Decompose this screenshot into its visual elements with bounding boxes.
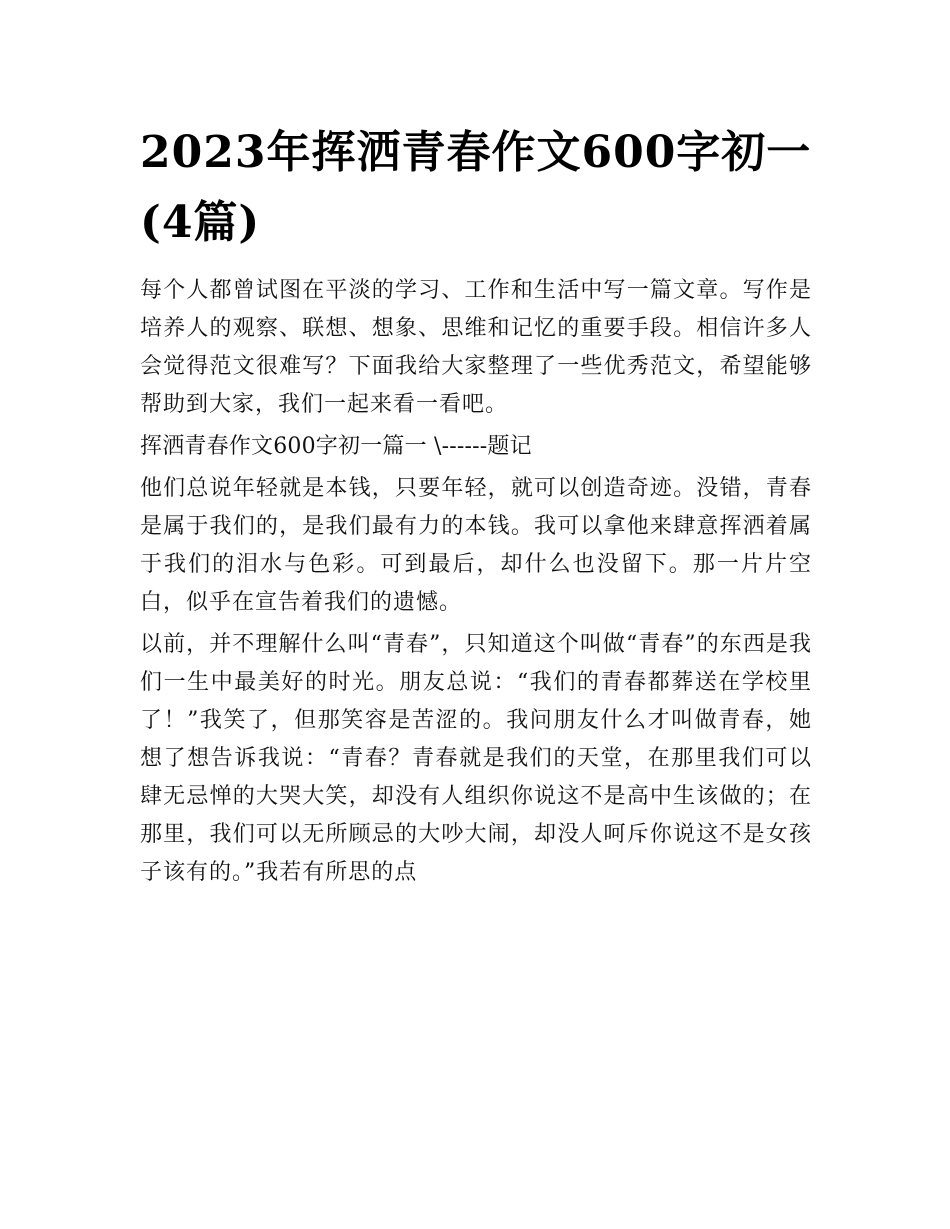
body-paragraph-2: 以前，并不理解什么叫“青春”，只知道这个叫做“青春”的东西是我们一生中最美好的时光。朋友总说：“我们的青春都葬送在学校里了！”我笑了，但那笑容是苦涩的。我问朋友什么才叫做青春，她想了想告诉我说：“青春？青春就是我们的天堂，在那里我们可以肆无忌惮的大哭大笑，却没有人组织你说这不是高中生该做的；在那里，我们可以无所顾忌的大吵大闹，却没人呵斥你说这不是女孩子该有的。”我若有所思的点	[140, 632, 812, 885]
intro-paragraph: 每个人都曾试图在平淡的学习、工作和生活中写一篇文章。写作是培养人的观察、联想、想象、思维和记忆的重要手段。相信许多人会觉得范文很难写？下面我给大家整理了一些优秀范文，希望能够帮助到大家，我们一起来看一看吧。	[140, 278, 812, 417]
document-page	[140, 118, 812, 892]
document-title: 2023年挥洒青春作文600字初一(4篇)	[140, 127, 812, 248]
body-paragraph-1: 他们总说年轻就是本钱，只要年轻，就可以创造奇迹。没错，青春是属于我们的，是我们最有力的本钱。我可以拿他来肆意挥洒着属于我们的泪水与色彩。可到最后，却什么也没留下。那一片片空白，似乎在宣告着我们的遗憾。	[140, 476, 812, 615]
section-heading: 挥洒青春作文600字初一篇一 \------题记	[140, 434, 532, 459]
